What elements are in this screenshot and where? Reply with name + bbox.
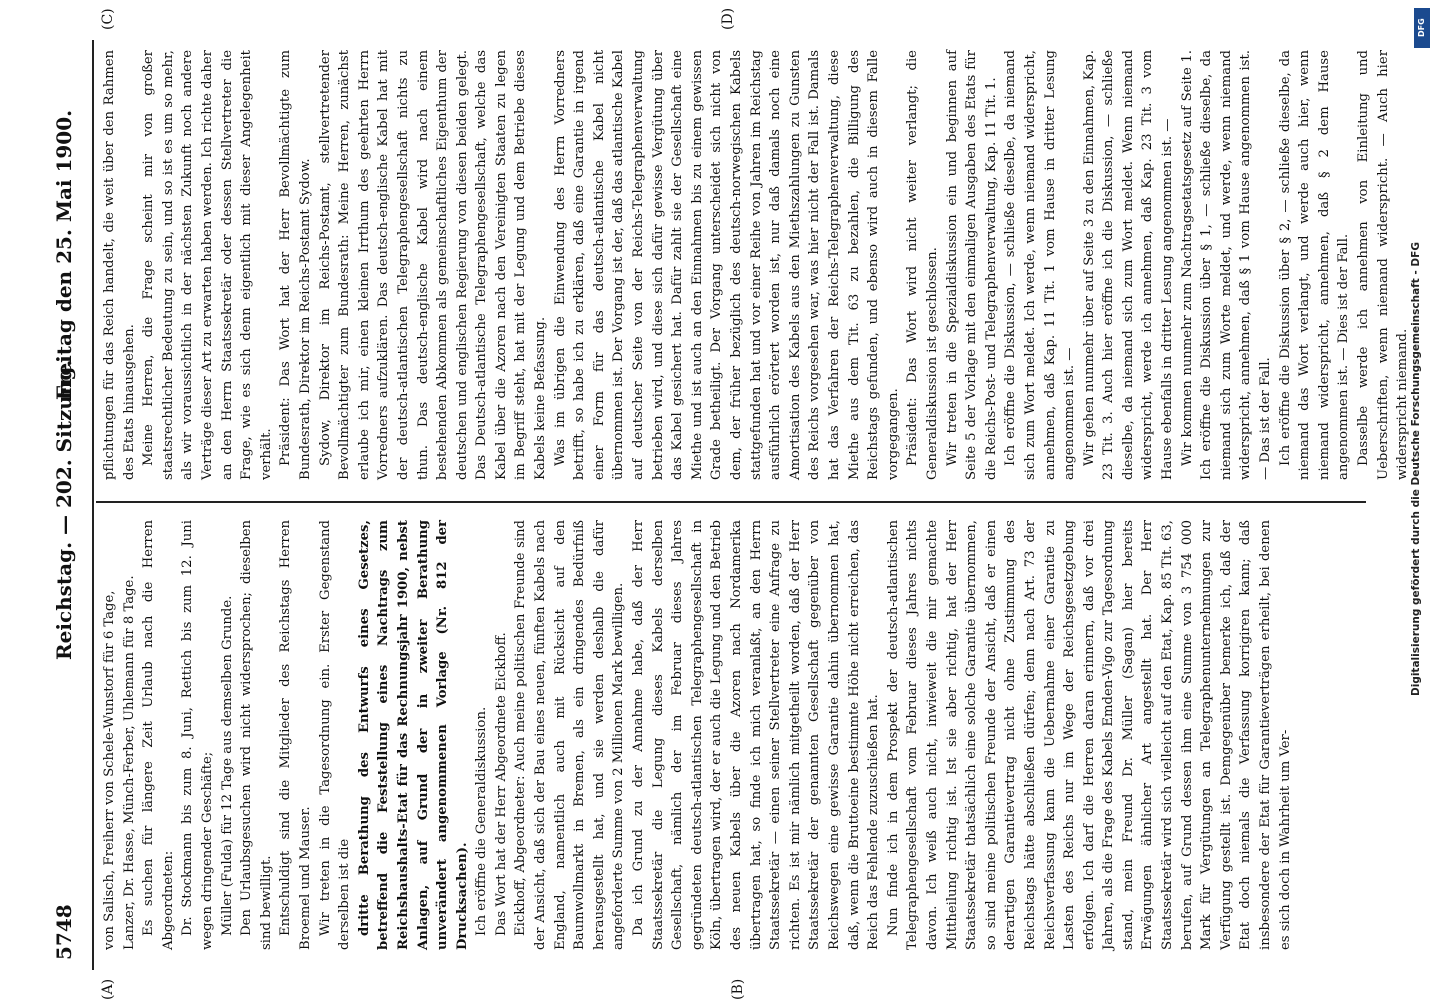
- paragraph: Präsident: Das Wort hat der Herr Bevollmächtigte zum Bundesrath, Direktor im Reichs-Postamt Sydow.: [278, 50, 313, 480]
- paragraph: von Salisch, Freiherr von Schele-Wunstorf für 6 Tage,: [102, 590, 117, 950]
- paragraph: Präsident: Das Wort wird nicht weiter verlangt; die Generaldiskussion ist geschlossen.: [905, 50, 940, 480]
- right-column: [100, 50, 1411, 480]
- speech-sydow: Sydow, Direktor im Reichs-Postamt, stellvertretender Bevollmächtigter zum Bundesrath: Meine Herren, zunächst erlaube ich mir, einen kleinen Irrthum des geehrten Herrn Vorredners aufzuklären. Das deutsch-englische Kabel hat mit der deutsch-atlantischen Telegraphengesellschaft nichts zu thun. Das deutsch-englische Kabel wird nach einem bestehenden Abkommen als gemeinschaftliches Eigenthum der deutschen und englischen Regierung von diesen beiden gelegt. Das Deutsch-atlantische Telegraphengesellschaft, welche das Kabel über die Azoren nach den Vereinigten Staaten zu legen im Begriff steht, hat mit der Legung und dem Betriebe dieses Kabels keine Befassung.: [317, 50, 549, 480]
- paragraph: Nun finde ich in dem Prospekt der deutsch-atlantischen Telegraphengesellschaft vom Februar dieses Jahres nichts davon. Ich weiß auch nicht, inwieweit die mir gemachte Mittheilung richtig ist. Ist sie aber richtig, hat der Herr Staatssekretär thatsächlich eine solche Garantie übernommen, so sind meine politischen Freunde der Ansicht, daß er einen derartigen Garantievertrag nicht ohne Zustimmung des Reichstags hätte abschließen dürfen; denn nach Art. 73 der Reichsverfassung kann die Uebernahme einer Garantie zu Lasten des Reichs nur im Wege der Reichsgesetzgebung erfolgen. Ich darf die Herren daran erinnern, daß vor drei Jahren, als die Frage des Kabels Emden-Vigo zur Tagesordnung stand, mein Freund Dr. Müller (Sagan) hier bereits Erwägungen ähnlicher Art angestellt hat. Der Herr Staatssekretär wird sich vielleicht auf den Etat, Kap. 85 Tit. 63, berufen, auf Grund dessen ihm eine Summe von 3 754 000 Mark für Vergütungen an Telegraphenunternehmungen zur Verfügung gestellt ist. Demgegenüber bemerke ich, daß der Etat doch niemals die Verfassung korrigiren kann; daß insbesondere der Etat für Garantieverträgen erheilt, bei denen es sich doch in Wahrheit um Ver-: [885, 520, 1293, 950]
- agenda-item-text: dritte Berathung des Entwurfs eines Gesetzes, betreffend die Feststellung eines Nachtrags zum Reichshaushalts-Etat für das Rechnungsjahr 1900, nebst Anlagen, auf Grund der in zweiter Berathung unverändert angenommenen Vorlage (Nr. 812 der Drucksachen).: [356, 520, 470, 950]
- paragraph: Da ich Grund zu der Annahme habe, daß der Herr Staatssekretär die Legung dieses Kabels derselben Gesellschaft, nämlich der im Februar dieses Jahres gegründeten deutsch-atlantischen Telegraphengesellschaft in Köln, übertragen wird, der er auch die Legung und den Betrieb des neuen Kabels über die Azoren nach Nordamerika übertragen hat, so finde ich mich veranlaßt, an den Herrn Staatssekretär — einen seiner Stellvertreter eine Anfrage zu richten. Es ist mir nämlich mitgetheilt worden, daß der Herr Staatssekretär der genannten Gesellschaft gegenüber von Reichswegen eine gewisse Garantie dahin übernommen hat, daß, wenn die Bruttoeine bestimmte Höhe nicht erreichen, das Reich das Fehlende zuzuschießen hat.: [631, 520, 882, 950]
- speech-eickhoff: Eickhoff, Abgeordneter: Auch meine politischen Freunde sind der Ansicht, daß sich der Bau eines neuen, fünften Kabels nach England, namentlich auch mit Rücksicht auf den Baumwollmarkt in Bremen, als ein dringendes Bedürfniß herausgestellt hat, und sie werden deshalb die dafür angeforderte Summe von 2 Millionen Mark bewilligen.: [513, 520, 627, 950]
- paragraph: Wir treten in die Spezialdiskussion ein und beginnen auf Seite 5 der Vorlage mit den einmaligen Ausgaben des Etats für die Reichs-Post- und Telegraphenverwaltung, Kap. 11 Tit. 1.: [944, 50, 999, 480]
- paragraph: Dr. Stockmann bis zum 8. Juni, Rettich bis zum 12. Juni wegen dringender Geschäfte;: [180, 520, 215, 950]
- paragraph: Ich eröffne die Diskussion, — schließe dieselbe, da niemand sich zum Wort meldet. Ich werde, wenn niemand widerspricht, annehmen, daß Kap. 11 Tit. 1 vom Hause in dritter Lesung angenommen ist. —: [1003, 50, 1078, 480]
- page-number: 5748: [52, 904, 76, 960]
- paragraph: Wir kommen nunmehr zum Nachtragsetatsgesetz auf Seite 1. Ich eröffne die Diskussion über § 1, — schließe dieselbe, da niemand sich zum Worte meldet, und werde, wenn niemand widerspricht, annehmen, daß § 1 vom Hause angenommen ist. — Das ist der Fall.: [1179, 50, 1274, 480]
- running-head: [52, 40, 82, 960]
- paragraph: Es suchen für längere Zeit Urlaub nach die Herren Abgeordneten:: [141, 520, 176, 950]
- margin-marker-c: (C): [100, 8, 116, 30]
- paragraph: Lanzer, Dr. Hasse, Münch-Ferber, Uhlemann für 8 Tage.: [121, 575, 137, 950]
- session-date: Freitag den 25. Mai 1900.: [52, 109, 76, 400]
- paragraph: Dasselbe werde ich annehmen von Einleitung und Ueberschriften, wenn niemand widerspricht. — Auch hier widerspricht niemand.: [1356, 50, 1411, 480]
- paragraph: Das Wort hat der Herr Abgeordnete Eickhoff.: [493, 632, 509, 936]
- session-title: Reichstag. — 202. Sitzung.: [52, 359, 76, 660]
- digitization-credit: Digitalisierung gefördert durch die Deutsche Forschungsgemeinschaft - DFG: [1410, 242, 1422, 696]
- paragraph: Müller (Fulda) für 12 Tage aus demselben Grunde.: [219, 595, 235, 936]
- margin-marker-b: (B): [730, 978, 746, 1000]
- paragraph: pflichtungen für das Reich handelt, die weit über den Rahmen des Etats hinausgehen.: [102, 50, 137, 480]
- paragraph: Ich eröffne die Generaldiskussion.: [474, 706, 490, 936]
- margin-marker-a: (A): [100, 978, 116, 1000]
- paragraph: Ich eröffne die Diskussion über § 2, — schließe dieselbe, da niemand das Wort verlangt, und werde auch hier, wenn niemand widerspricht, annehmen, daß § 2 dem Hause angenommen ist. — Dies ist der Fall.: [1277, 50, 1352, 480]
- header-rule: [92, 40, 94, 970]
- paragraph: Den Urlaubsgesuchen wird nicht widersprochen; dieselben sind bewilligt.: [239, 520, 274, 950]
- paragraph: Entschuldigt sind die Mitglieder des Reichstags Herren Broemel und Mauser.: [278, 520, 313, 950]
- paragraph: Was im übrigen die Einwendung des Herrn Vorredners betrifft, so habe ich zu erklären, daß eine Garantie in irgend einer Form für das deutsch-atlantische Kabel nicht übernommen ist. Der Vorgang ist der, daß das atlantische Kabel auf deutscher Seite von der Reichs-Telegraphenverwaltung betrieben wird, und diese sich dafür gewisse Vergütung über das Kabel gesichert hat. Dafür zahlt sie der Gesellschaft eine Miethe und ist auch an den Einnahmen bis zu einem gewissen Grade betheiligt. Der Vorgang unterscheidet sich nicht von dem, der früher bezüglich des deutsch-norwegischen Kabels stattgefunden hat und vor einer Reihe von Jahren im Reichstag ausführlich erörtert worden ist, nur daß damals noch eine Amortisation des Kabels aus den Miethszahlungen zu Gunsten des Reichs vorgesehen war, was hier nicht der Fall ist. Damals hat das Verfahren der Reichs-Telegraphenverwaltung, diese Miethe aus dem Tit. 63 zu bezahlen, die Billigung des Reichstags gefunden, und ebenso wird auch in diesem Falle vorgegangen.: [552, 50, 901, 480]
- column-divider: [96, 501, 1366, 503]
- margin-marker-d: (D): [720, 7, 736, 30]
- agenda-item: [355, 520, 473, 950]
- dfg-logo: DFG: [1414, 8, 1430, 48]
- paragraph: Wir treten in die Tagesordnung ein. Erster Gegenstand derselben ist die: [317, 520, 353, 950]
- paragraph: Wir gehen nunmehr über auf Seite 3 zu den Einnahmen, Kap. 23 Tit. 3. Auch hier eröffne ich die Diskussion, — schließe dieselbe, da niemand sich zum Wort meldet. Wenn niemand widerspricht, werde ich annehmen, daß Kap. 23 Tit. 3 vom Hause ebenfalls in dritter Lesung angenommen ist. —: [1081, 50, 1176, 480]
- paragraph: Meine Herren, die Frage scheint mir von großer staatsrechtlicher Bedeutung zu sein, und so ist es um so mehr, als wir voraussichtlich in der nächsten Zukunft noch andere Verträge dieser Art zu erwarten haben werden. Ich richte daher an den Herrn Staatssekretär oder dessen Stellvertreter die Frage, wie es sich denn eigentlich mit dieser Angelegenheit verhält.: [141, 50, 274, 480]
- left-column: [100, 520, 1360, 950]
